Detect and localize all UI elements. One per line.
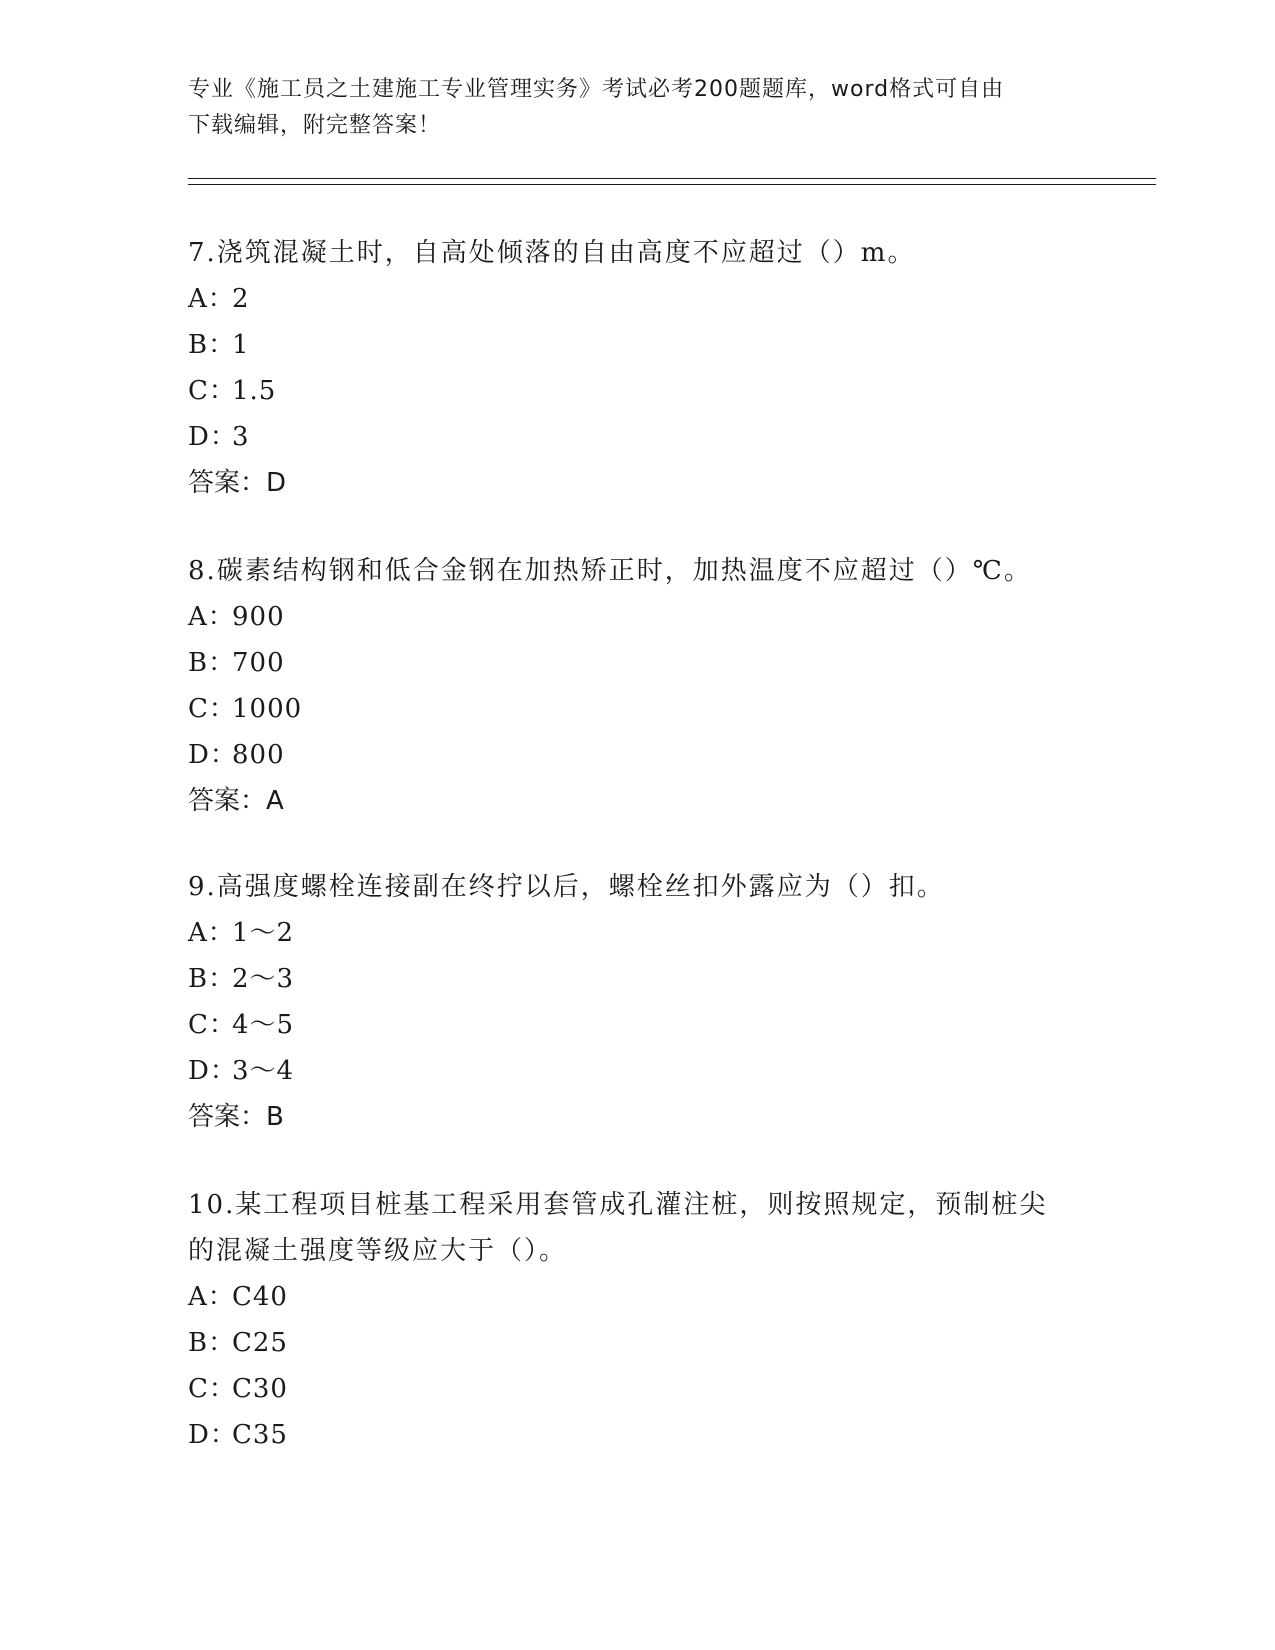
answer: 答案：B: [188, 1102, 284, 1132]
option-value: 1: [232, 330, 250, 360]
header-line-2: 下载编辑，附完整答案！: [188, 113, 442, 138]
option-value: 1000: [232, 694, 303, 724]
option-value: 2～3: [232, 964, 295, 994]
option-b: [188, 1320, 1088, 1366]
option-key: C：: [188, 1010, 236, 1040]
header-divider-top: [188, 178, 1156, 179]
option-a: [188, 276, 1088, 322]
option-key: C：: [188, 694, 236, 724]
header-line-1: 专业《施工员之土建施工专业管理实务》考试必考200题题库，word格式可自由: [188, 77, 1005, 102]
option-key: C：: [188, 1374, 236, 1404]
option-key: B：: [188, 648, 236, 678]
option-key: B：: [188, 1328, 236, 1358]
option-d: [188, 414, 1088, 460]
option-key: D：: [188, 1420, 237, 1450]
question-10: [188, 1182, 1088, 1458]
option-key: B：: [188, 964, 236, 994]
option-c: [188, 1002, 1088, 1048]
option-value: C35: [232, 1420, 288, 1450]
option-value: 800: [232, 740, 285, 770]
option-b: [188, 640, 1088, 686]
option-a: [188, 594, 1088, 640]
question-7: [188, 230, 1088, 506]
option-key: D：: [188, 422, 237, 452]
option-value: 1.5: [232, 376, 277, 406]
option-c: [188, 1366, 1088, 1412]
header-divider-bottom: [188, 184, 1156, 185]
question-text-line-1: 10.某工程项目桩基工程采用套管成孔灌注桩，则按照规定，预制桩尖: [188, 1190, 1048, 1220]
option-value: 3: [232, 422, 250, 452]
option-value: 900: [232, 602, 285, 632]
option-value: C30: [232, 1374, 288, 1404]
question-text: 8.碳素结构钢和低合金钢在加热矫正时，加热温度不应超过（）℃。: [188, 556, 1032, 586]
option-value: C40: [232, 1282, 288, 1312]
option-key: D：: [188, 740, 237, 770]
option-key: D：: [188, 1056, 237, 1086]
option-value: C25: [232, 1328, 288, 1358]
option-value: 3～4: [232, 1056, 295, 1086]
question-text: 7.浇筑混凝土时，自高处倾落的自由高度不应超过（）m。: [188, 238, 916, 268]
option-key: A：: [188, 284, 235, 314]
option-value: 4～5: [232, 1010, 295, 1040]
option-d: [188, 1412, 1088, 1458]
question-text-line-2: 的混凝土强度等级应大于（）。: [188, 1236, 568, 1266]
question-9: [188, 864, 1088, 1140]
option-a: [188, 1274, 1088, 1320]
option-b: [188, 956, 1088, 1002]
option-key: A：: [188, 1282, 235, 1312]
option-c: [188, 368, 1088, 414]
option-a: [188, 910, 1088, 956]
answer: 答案：D: [188, 468, 287, 498]
answer: 答案：A: [188, 786, 284, 816]
option-d: [188, 732, 1088, 778]
option-key: A：: [188, 602, 235, 632]
option-c: [188, 686, 1088, 732]
question-text: 9.高强度螺栓连接副在终拧以后，螺栓丝扣外露应为（）扣。: [188, 872, 945, 902]
option-value: 1～2: [232, 918, 295, 948]
option-key: C：: [188, 376, 236, 406]
option-b: [188, 322, 1088, 368]
option-d: [188, 1048, 1088, 1094]
option-value: 700: [232, 648, 285, 678]
option-key: B：: [188, 330, 236, 360]
question-8: [188, 548, 1088, 824]
document-header: [188, 72, 1088, 144]
option-key: A：: [188, 918, 235, 948]
option-value: 2: [232, 284, 250, 314]
